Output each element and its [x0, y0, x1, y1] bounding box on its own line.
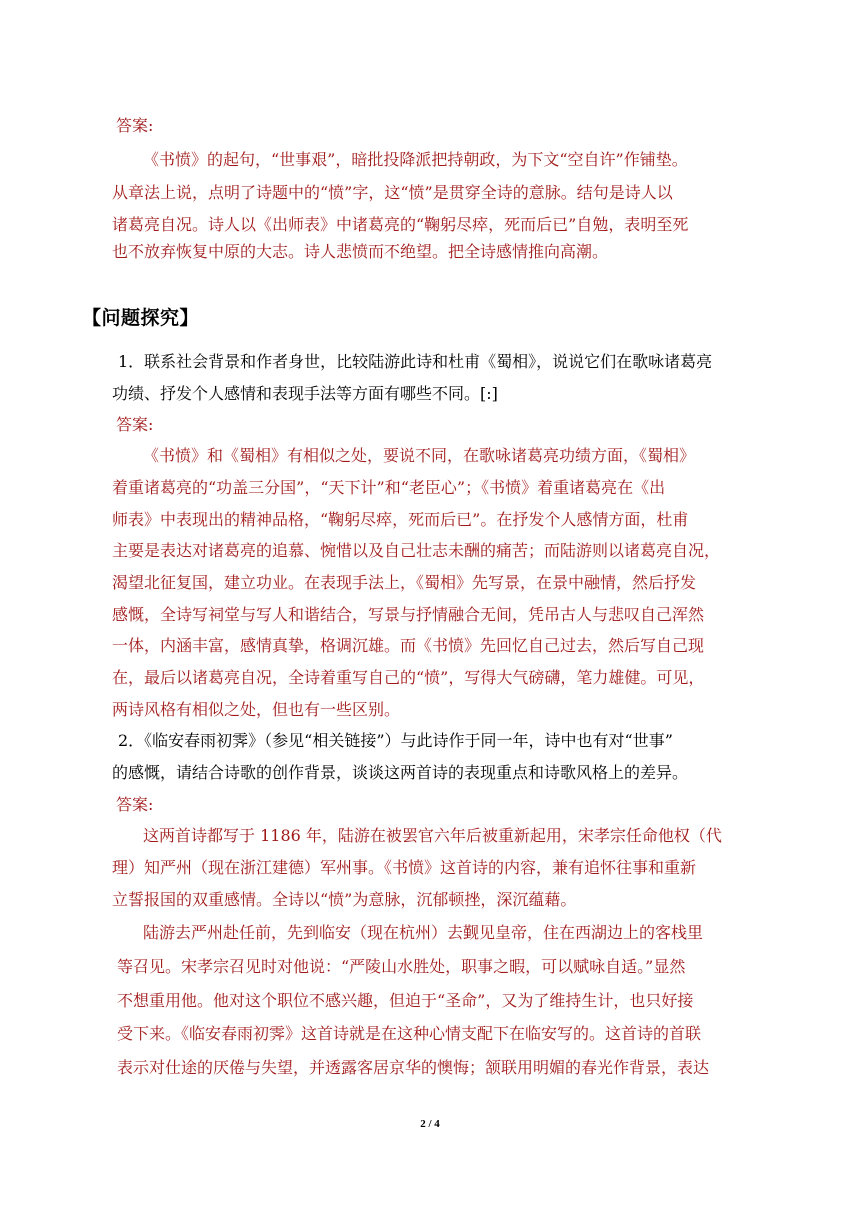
page-number: 2 / 4	[420, 1118, 440, 1130]
paragraph-line: 主要是表达对诸葛亮的追慕、惋惜以及自己壮志未酬的痛苦；而陆游则以诸葛亮自况，	[112, 541, 721, 560]
paragraph-line: 也不放弃恢复中原的大志。诗人悲愤而不绝望。把全诗感情推向高潮。	[112, 242, 609, 261]
paragraph-line: 理）知严州（现在浙江建德）军州事。《书愤》这首诗的内容，兼有追怀往事和重新	[112, 858, 697, 877]
question-line: 2．《临安春雨初霁》（参见“相关链接”）与此诗作于同一年，诗中也有对“世事”	[118, 731, 673, 750]
paragraph-line: 立誓报国的双重感情。全诗以“愤”为意脉，沉郁顿挫，深沉蕴藉。	[112, 890, 577, 909]
paragraph-line: 等召见。宋孝宗召见时对他说：“严陵山水胜处，职事之暇，可以赋咏自适。”显然	[117, 957, 686, 976]
question-line: 的感慨，请结合诗歌的创作背景，谈谈这两首诗的表现重点和诗歌风格上的差异。	[112, 763, 689, 782]
paragraph-line: 从章法上说，点明了诗题中的“愤”字，这“愤”是贯穿全诗的意脉。结句是诗人以	[112, 183, 673, 202]
paragraph-line: 一体，内涵丰富，感情真挚，格调沉雄。而《书愤》先回忆自己过去，然后写自己现	[112, 636, 705, 655]
paragraph-line: 着重诸葛亮的“功盖三分国”，“天下计”和“老臣心”；《书愤》着重诸葛亮在《出	[112, 478, 666, 497]
paragraph-line: 陆游去严州赴任前，先到临安（现在杭州）去觐见皇帝，住在西湖边上的客栈里	[143, 923, 704, 942]
paragraph-line: 受下来。《临安春雨初霁》这首诗就是在这种心情支配下在临安写的。这首诗的首联	[117, 1024, 702, 1043]
question-line: 功绩、抒发个人感情和表现手法等方面有哪些不同。[:]	[112, 384, 498, 403]
paragraph-line: 《书愤》和《蜀相》有相似之处，要说不同，在歌咏诸葛亮功绩方面，《蜀相》	[143, 446, 696, 465]
paragraph-line: 《书愤》的起句，“世事艰”，暗批投降派把持朝政，为下文“空自许”作铺垫。	[143, 150, 688, 169]
answer-label: 答案:	[116, 795, 154, 814]
paragraph-line: 感慨，全诗写祠堂与写人和谐结合，写景与抒情融合无间，凭吊古人与悲叹自己浑然	[112, 605, 705, 624]
paragraph-line: 诸葛亮自况。诗人以《出师表》中诸葛亮的“鞠躬尽瘁，死而后已”自勉，表明至死	[112, 215, 689, 234]
answer-label: 答案:	[116, 415, 154, 434]
question-line: 1．联系社会背景和作者身世，比较陆游此诗和杜甫《蜀相》，说说它们在歌咏诸葛亮	[118, 352, 713, 371]
paragraph-line: 师表》中表现出的精神品格，“鞠躬尽瘁，死而后已”。在抒发个人感情方面，杜甫	[112, 510, 689, 529]
paragraph-line: 不想重用他。他对这个职位不感兴趣，但迫于“圣命”，又为了维持生计，也只好接	[117, 991, 694, 1010]
paragraph-line: 在，最后以诸葛亮自况，全诗着重写自己的“愤”，写得大气磅礴，笔力雄健。可见，	[112, 668, 705, 687]
answer-label: 答案:	[116, 116, 154, 135]
paragraph-line: 这两首诗都写于 1186 年，陆游在被罢官六年后被重新起用，宋孝宗任命他权（代	[143, 826, 722, 845]
paragraph-line: 渴望北征复国，建立功业。在表现手法上，《蜀相》先写景，在景中融情，然后抒发	[112, 573, 697, 592]
paragraph-line: 两诗风格有相似之处，但也有一些区别。	[112, 700, 401, 719]
paragraph-line: 表示对仕途的厌倦与失望，并透露客居京华的懊悔；颔联用明媚的春光作背景，表达	[117, 1058, 710, 1077]
section-heading: 【问题探究】	[82, 307, 200, 329]
